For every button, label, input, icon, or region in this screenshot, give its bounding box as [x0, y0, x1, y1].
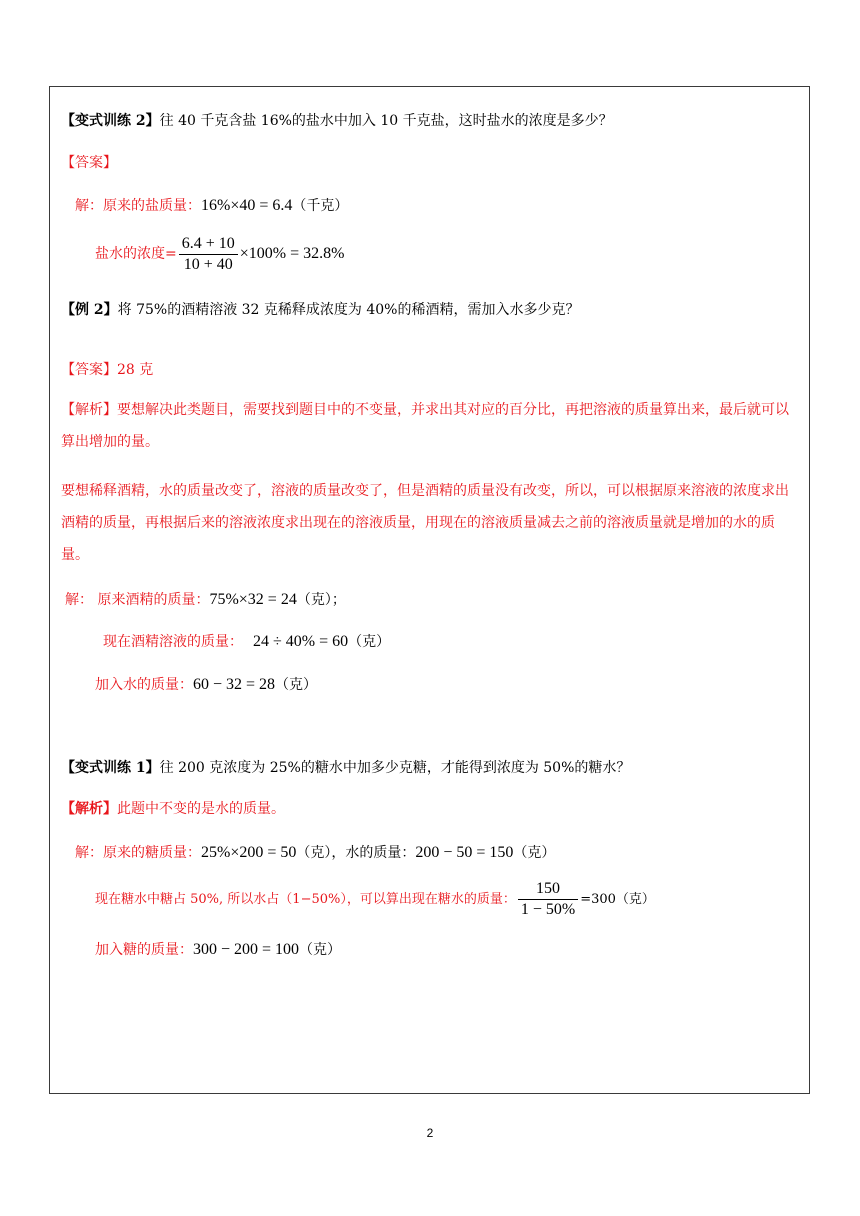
example2-step2-expr: 24 ÷ 40% = 60 [253, 633, 349, 650]
variant1-analysis-line [61, 799, 285, 819]
example2-step2-unit: （克） [348, 634, 391, 650]
example2-step1-prefix: 解： 原来酒精的质量： [65, 592, 210, 608]
variant1-step3-unit: （克） [299, 942, 342, 958]
variant1-analysis: 此题中不变的是水的质量。 [117, 801, 285, 817]
variant1-fraction-denominator: 1 − 50% [520, 901, 576, 918]
variant1-step3 [95, 940, 341, 960]
variant2-fraction [179, 234, 238, 275]
example2-step2-prefix: 现在酒精溶液的质量： [103, 634, 243, 650]
example2-analysis-label: 【解析】 [61, 402, 117, 418]
variant1-step2-text: 现在糖水中糖占 50%, 所以水占（1−50%），可以算出现在糖水的质量： [95, 892, 516, 907]
variant1-fraction [518, 879, 578, 920]
example2-step1-unit: （克）； [296, 592, 346, 608]
variant2-label: 【变式训练 2】 [61, 113, 160, 129]
example2-step3-expr: 60 − 32 = 28 [193, 676, 276, 693]
variant1-step1-unit: （克） [513, 845, 556, 861]
variant1-step1-expr: 25%×200 = 50 [201, 844, 297, 861]
variant1-step1 [75, 843, 555, 863]
variant1-step1-mid: （克），水的质量： [296, 845, 416, 861]
example2-label: 【例 2】 [61, 302, 118, 318]
variant1-step3-expr: 300 − 200 = 100 [193, 941, 300, 958]
variant2-answer-label: 【答案】 [61, 155, 117, 171]
variant2-fraction-numerator: 6.4 + 10 [179, 234, 238, 255]
page-number: 2 [426, 1126, 434, 1140]
variant2-solution-line [75, 196, 348, 216]
variant1-step3-prefix: 加入糖的质量： [95, 942, 193, 958]
variant2-question: 往 40 千克含盐 16%的盐水中加入 10 千克盐，这时盐水的浓度是多少？ [159, 113, 613, 129]
variant1-fraction-numerator: 150 [518, 879, 578, 900]
example2-step1 [65, 590, 346, 610]
example2-analysis2: 要想稀释酒精，水的质量改变了，溶液的质量改变了，但是酒精的质量没有改变，所以，可以根据原来溶液的浓度求出酒精的质量，再根据后来的溶液浓度求出现在的溶液质量，用现在的溶液质量减去之前的溶液质量就是增加的水的质量。 [61, 483, 789, 563]
variant2-fraction-denominator: 10 + 40 [183, 255, 233, 273]
example2-step3 [95, 675, 317, 695]
variant1-step2 [95, 878, 655, 922]
example2-step1-expr: 75%×32 = 24 [209, 591, 297, 608]
variant2-concentration-line [95, 232, 344, 276]
variant2-question-line [61, 111, 613, 131]
variant2-conc-rest: ×100% = 32.8% [239, 245, 345, 262]
variant1-step2-rest: =300（克） [580, 892, 655, 907]
example2-step2 [103, 632, 390, 652]
variant1-analysis-label: 【解析】 [61, 801, 117, 817]
variant2-solution-prefix: 解：原来的盐质量： [75, 198, 201, 214]
example2-analysis1 [61, 394, 801, 458]
variant2-conc-prefix: 盐水的浓度= [95, 246, 177, 262]
example2-question: 将 75%的酒精溶液 32 克稀释成浓度为 40%的稀酒精，需加入水多少克？ [117, 302, 580, 318]
example2-question-line [61, 300, 579, 320]
variant1-step1-expr2: 200 − 50 = 150 [415, 844, 514, 861]
example2-step3-unit: （克） [275, 677, 318, 693]
example2-analysis1-text: 要想解决此类题目，需要找到题目中的不变量，并求出其对应的百分比，再把溶液的质量算出来，最后就可以算出增加的量。 [61, 402, 789, 450]
example2-step3-prefix: 加入水的质量： [95, 677, 193, 693]
variant1-question-line [61, 758, 630, 778]
example2-answer: 【答案】28 克 [61, 362, 154, 378]
variant1-label: 【变式训练 1】 [61, 760, 160, 776]
variant1-question: 往 200 克浓度为 25%的糖水中加多少克糖，才能得到浓度为 50%的糖水？ [159, 760, 631, 776]
variant2-solution-expr: 16%×40 = 6.4 [201, 197, 293, 214]
variant1-step1-prefix: 解：原来的糖质量： [75, 845, 201, 861]
variant2-solution-unit: （千克） [292, 198, 349, 214]
